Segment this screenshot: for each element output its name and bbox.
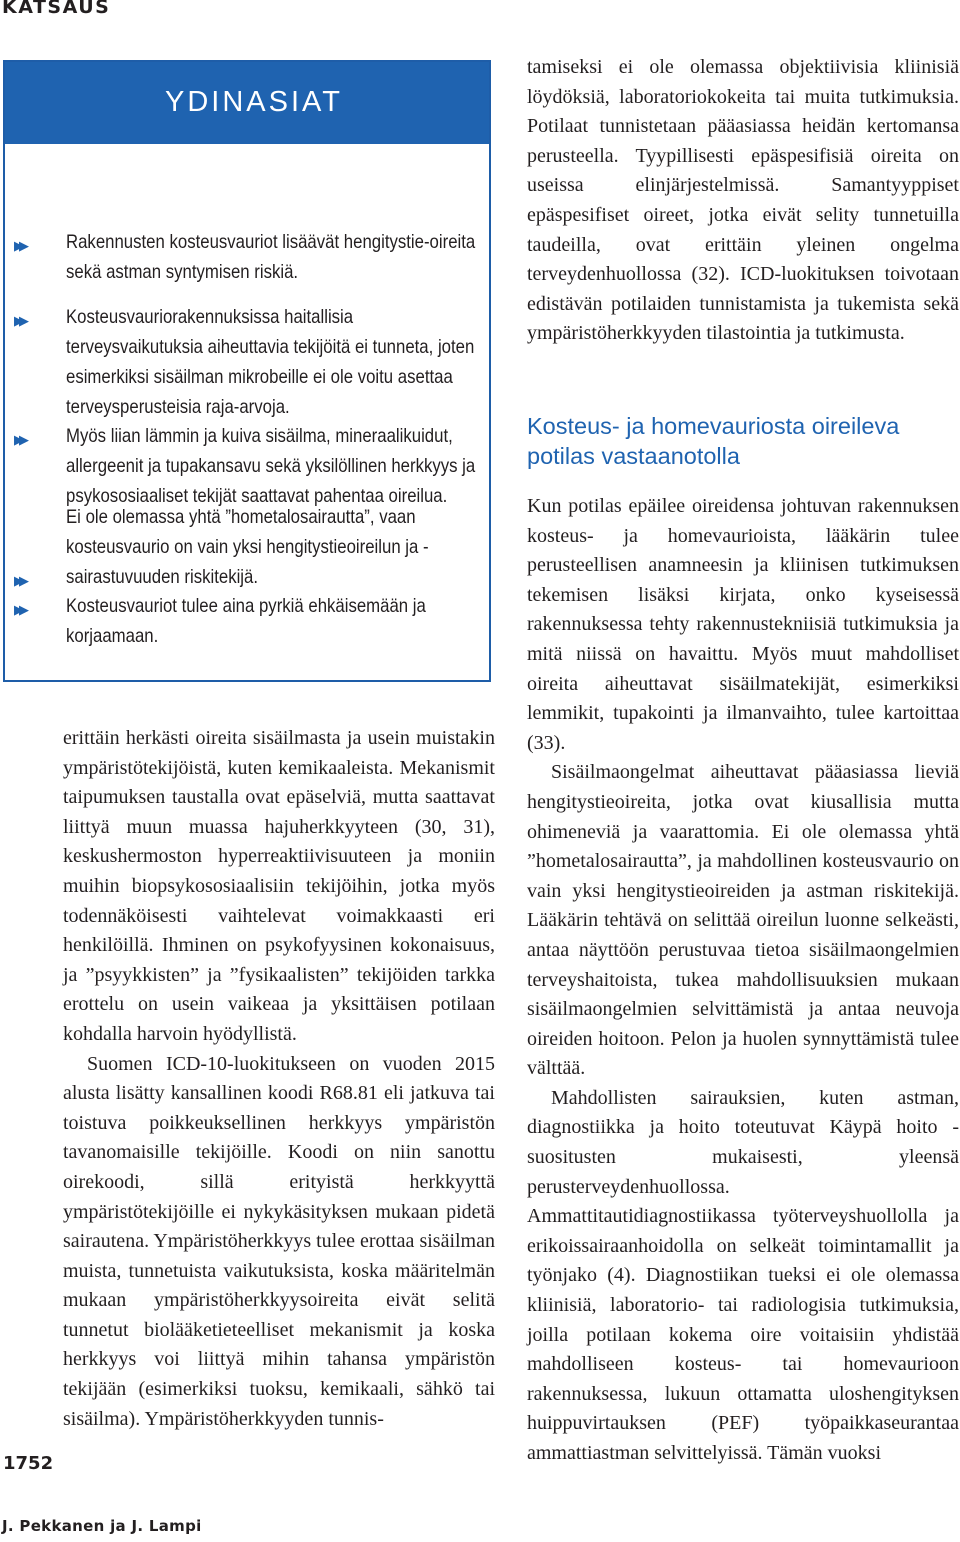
key-point-item: Myös liian lämmin ja kuiva sisäilma, mineraalikuidut, allergeenit ja tupakansavu sekä yksilöllinen herkkyys ja psykososiaaliset tekijät saattavat pahentaa oireilua. xyxy=(66,425,476,507)
key-points-title: YDINASIAT xyxy=(165,86,343,118)
paragraph: Sisäilmaongelmat aiheuttavat pääasiassa lieviä hengitystieoireita, jotka ovat kiusallisia mutta ohimeneviä ja vaarattomia. Ei ole olemassa yhtä ”hometalosairautta”, ja mahdollinen kosteusvaurio on vain yksi hengitystieoireiden ja astman riskitekijä. Lääkärin tehtävä on selittää oireilun luonne selkeästi, antaa näyttöön perustuvaa tietoa sisäilmaongelmien terveyshaitoista, tukea mahdollisuuksien mukaan sisäilmaongelmien selvittämistä ja antaa neuvoja oireiden hoitoon. Pelon ja huolen synnyttämistä tulee välttää. xyxy=(527,761,959,1080)
authors: J. Pekkanen ja J. Lampi xyxy=(2,1517,202,1535)
key-point-item: Rakennusten kosteusvauriot lisäävät hengitystie-oireita sekä astman syntymisen riskiä. xyxy=(66,231,476,283)
paragraph: Suomen ICD-10-luokitukseen on vuoden 2015 alusta lisätty kansallinen koodi R68.81 eli jatkuva tai toistuva poikkeuksellinen herkkyys ympäristön tavanomaisille tekijöille. Koodi on niin sanottu oirekoodi, sillä erityistä herkkyyttä ympäristötekijöille ei nykykäsityksen mukaan pidetä sairautena. Ympäristöherkkyys tulee erottaa sisäilman muista, tunnetuista vaikutuksista, koska määritelmän mukaan ympäristöherkkyysoireita eivät selitä tunnetut biolääketieteelliset mekanismit ja koska herkkyys voi liittyä mihin tahansa ympäristön tekijään (esimerkiksi tuoksu, kemikaali, sähkö tai sisäilma). Ympäristöherkkyyden tunnis- xyxy=(63,1052,495,1430)
double-chevron-right-icon: ▶▶ xyxy=(14,603,24,618)
double-chevron-right-icon: ▶▶ xyxy=(14,433,24,448)
key-points-list xyxy=(5,62,489,680)
page-number: 1752 xyxy=(3,1453,54,1474)
paragraph: Mahdollisten sairauksien, kuten astman, diagnostiikka ja hoito toteutuvat Käypä hoito -suositusten mukaisesti, yleensä perusterveydenhuollossa. Ammattitautidiagnostiikassa työterveyshuollolla ja erikoissairaanhoidolla on selkeät toimintamallit ja työnjako (4). Diagnostiikan tueksi ei ole olemassa kliinisiä, laboratorio- tai radiologisia tutkimuksia, joilla potilaan kokema oire voitaisiin yhdistää mahdolliseen kosteus- tai homevaurioon rakennuksessa, lukuun ottamatta uloshengityksen huippuvirtauksen (PEF) työpaikkaseurantaa ammattiastman selvittelyissä. Tämän vuoksi xyxy=(527,1086,959,1464)
right-column-text-top xyxy=(527,53,959,349)
section-label: KATSAUS xyxy=(2,0,111,18)
key-point-item: Kosteusvauriot tulee aina pyrkiä ehkäisemään ja korjaamaan. xyxy=(66,595,426,647)
key-point-item: Ei ole olemassa yhtä ”hometalosairautta”, vaan kosteusvaurio on vain yksi hengitystieoireilun ja -sairastuvuuden riskitekijä. xyxy=(66,506,429,588)
double-chevron-right-icon: ▶▶ xyxy=(14,574,24,589)
key-point-item: Kosteusvauriorakennuksissa haitallisia terveysvaikutuksia aiheuttavia tekijöitä ei tunneta, joten esimerkiksi sisäilman mikrobeille ei ole voitu asettaa terveysperusteisia raja-arvoja. xyxy=(66,306,475,418)
left-column-text xyxy=(63,724,495,1434)
subheading: Kosteus- ja homevauriosta oireileva potilas vastaanotolla xyxy=(527,413,900,469)
paragraph: tamiseksi ei ole olemassa objektiivisia kliinisiä löydöksiä, laboratoriokokeita tai muita tutkimuksia. Potilaat tunnistetaan pääasiassa heidän kertomansa perusteella. Tyypillisesti epäspesifisiä oireita on useissa elinjärjestelmissä. Samantyyppiset epäspesifiset oireet, jotka eivät selity tunnetuilla taudeilla, ovat erittäin yleinen ongelma terveydenhuollossa (32). ICD-luokituksen toivotaan edistävän potilaiden tunnistamista ja tukemista sekä ympäristöherkkyyden tilastointia ja tutkimusta. xyxy=(527,56,959,345)
double-chevron-right-icon: ▶▶ xyxy=(14,239,24,254)
double-chevron-right-icon: ▶▶ xyxy=(14,314,24,329)
paragraph: Kun potilas epäilee oireidensa johtuvan rakennuksen kosteus- ja homevaurioista, lääkärin tulee perusteellisen anamneesin ja kliinisen tutkimuksen tekemisen lisäksi kirjata, onko kyseisessä rakennuksessa tehty rakennustekniisiä tutkimuksia ja mitä niissä on havaittu. Myös muut mahdolliset oireita aiheuttavat sisäilmatekijät, esimerkiksi lemmikit, tupakointi ja ilmanvaihto, tulee kartoittaa (33). xyxy=(527,495,959,754)
right-column-text-bottom xyxy=(527,492,959,1469)
paragraph: erittäin herkästi oireita sisäilmasta ja usein muistakin ympäristötekijöistä, kuten kemikaaleista. Mekanismit taipumuksen taustalla ovat epäselviä, mutta saattavat liittyä muun muassa hajuherkkyyteen (30, 31), keskushermoston hyperreaktiivisuuteen ja moniin muihin biopsykososiaalisiin tekijöihin, jotka myös todennäköisesti vaihtelevat voimakkaasti eri henkilöillä. Ihminen on psykofyysinen kokonaisuus, ja ”psyykkisten” ja ”fysikaalisten” tekijöiden tarkka erottelu on usein vaikeaa ja yksittäisen potilaan kohdalla harvoin hyödyllistä. xyxy=(63,727,495,1045)
key-points-box xyxy=(3,60,491,682)
